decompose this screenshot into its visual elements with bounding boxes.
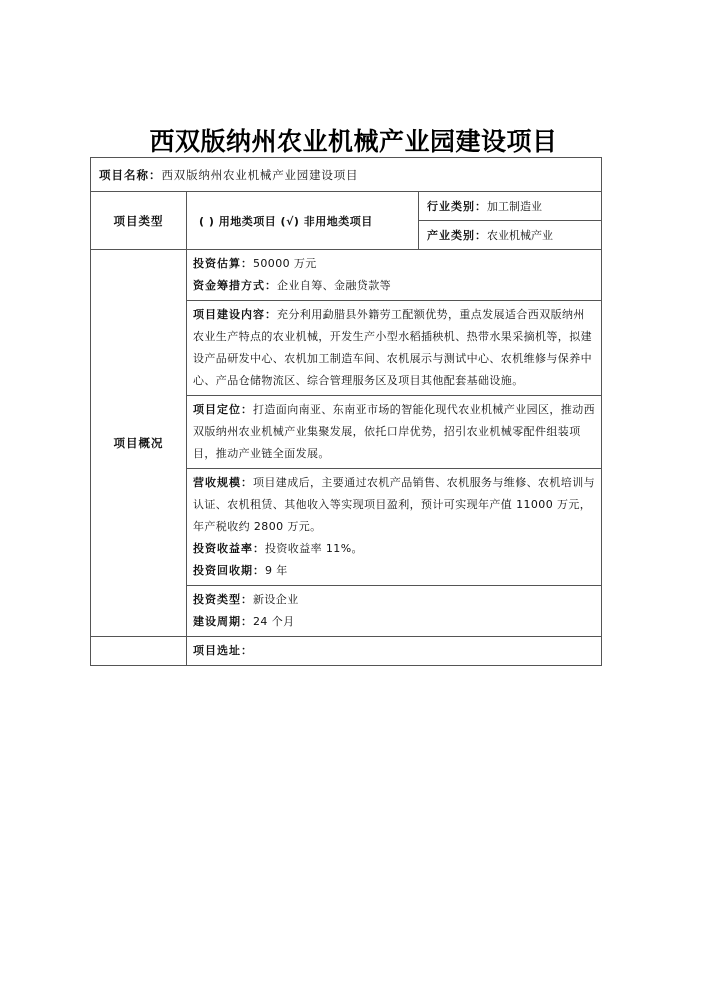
project-name-label: 项目名称： xyxy=(99,167,162,182)
investment-type-label: 投资类型： xyxy=(193,593,253,606)
revenue-scale-value: 项目建成后，主要通过农机产品销售、农机服务与维修、农机培训与认证、农机租赁、其他收入等实现项目盈利，预计可实现年产值 11000 万元，年产税收约 2800 万元。 xyxy=(193,476,595,533)
construction-content-value: 充分利用勐腊县外籍劳工配额优势，重点发展适合西双版纳州农业生产特点的农业机械，开发生产小型水稻插秧机、热带水果采摘机等，拟建设产品研发中心、农机加工制造车间、农机展示与测试中心、农机维修与保养中心、产品仓储物流区、综合管理服务区及项目其他配套基础设施。 xyxy=(193,308,592,387)
industry-category-value: 加工制造业 xyxy=(487,200,542,213)
investment-type-section xyxy=(187,586,602,637)
land-type-options: ( ) 用地类项目 (√) 非用地类项目 xyxy=(187,192,419,250)
site-label: 项目选址： xyxy=(193,644,253,657)
industry-category-cell xyxy=(419,192,602,221)
positioning-section xyxy=(187,396,602,469)
fund-raising-label: 资金筹措方式： xyxy=(193,279,277,292)
industry-category-label: 行业类别： xyxy=(427,200,487,213)
overview-label: 项目概况 xyxy=(91,250,187,637)
construction-content-label: 项目建设内容： xyxy=(193,308,277,321)
sector-category-value: 农业机械产业 xyxy=(487,229,553,242)
return-rate-value: 投资收益率 11%。 xyxy=(265,542,363,555)
positioning-label: 项目定位： xyxy=(193,403,253,416)
investment-section xyxy=(187,250,602,301)
construction-content-section xyxy=(187,301,602,396)
construction-period-label: 建设周期： xyxy=(193,615,253,628)
revenue-section xyxy=(187,469,602,586)
project-name-value: 西双版纳州农业机械产业园建设项目 xyxy=(161,167,359,182)
sector-category-label: 产业类别： xyxy=(427,229,487,242)
payback-period-value: 9 年 xyxy=(265,564,288,577)
project-info-table xyxy=(90,157,602,666)
site-section xyxy=(187,637,602,666)
page-title: 西双版纳州农业机械产业园建设项目 xyxy=(149,127,558,156)
project-name-row xyxy=(91,158,602,192)
investment-estimate-label: 投资估算： xyxy=(193,257,253,270)
return-rate-label: 投资收益率： xyxy=(193,542,265,555)
investment-estimate-value: 50000 万元 xyxy=(253,257,317,270)
sector-category-cell xyxy=(419,221,602,250)
payback-period-label: 投资回收期： xyxy=(193,564,265,577)
positioning-value: 打造面向南亚、东南亚市场的智能化现代农业机械产业园区，推动西双版纳州农业机械产业集聚发展，依托口岸优势，招引农业机械零配件组装项目，推动产业链全面发展。 xyxy=(193,403,595,460)
construction-period-value: 24 个月 xyxy=(253,615,295,628)
revenue-scale-label: 营收规模： xyxy=(193,476,253,489)
empty-label-cell xyxy=(91,637,187,666)
investment-type-value: 新设企业 xyxy=(253,593,299,606)
fund-raising-value: 企业自筹、金融贷款等 xyxy=(277,279,391,292)
project-type-label: 项目类型 xyxy=(91,192,187,250)
